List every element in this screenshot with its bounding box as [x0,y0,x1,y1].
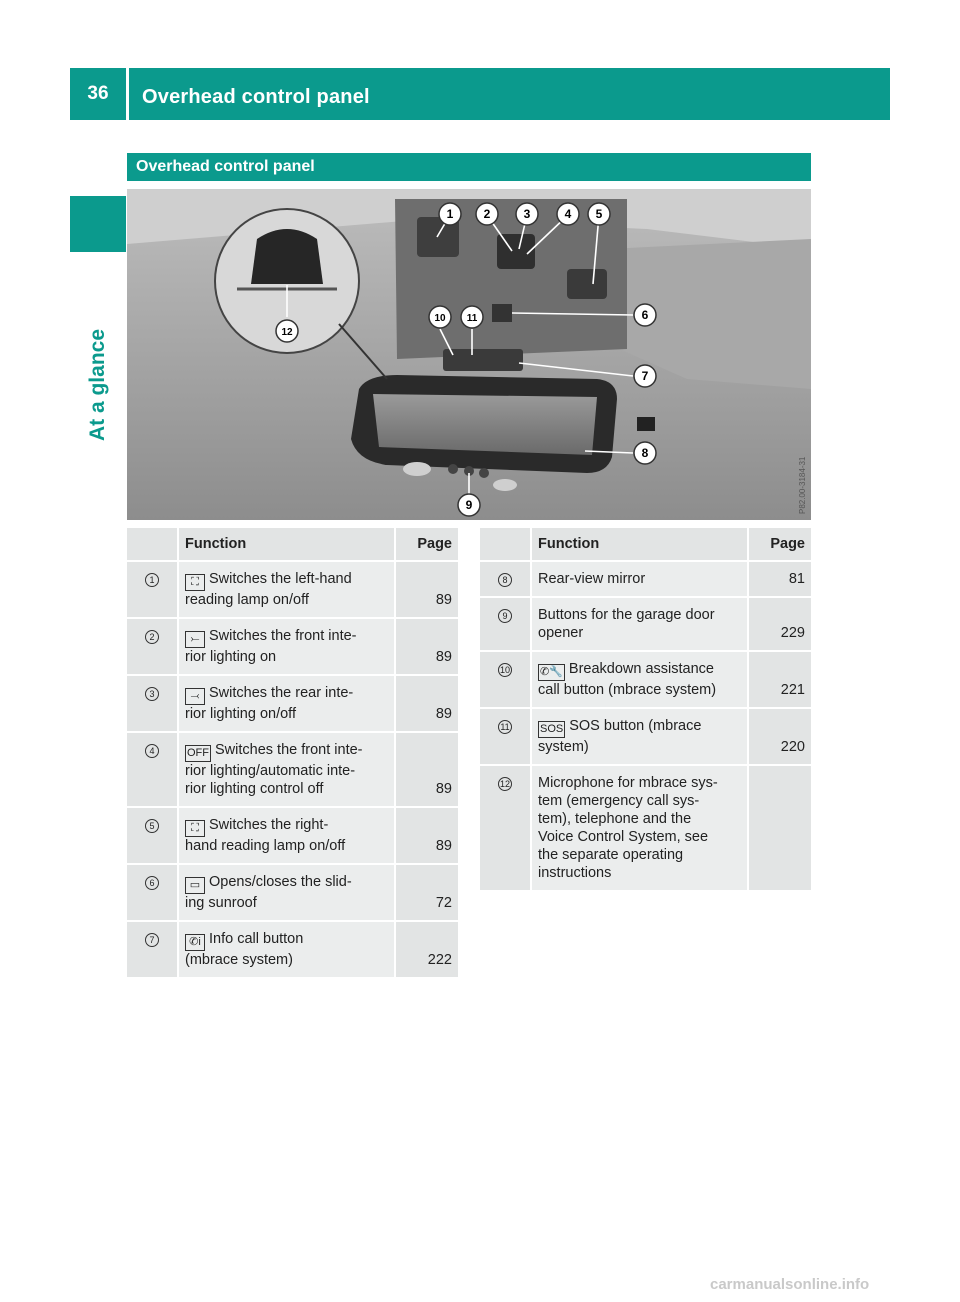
svg-text:8: 8 [641,446,649,460]
function-text-line: Microphone for mbrace sys- [538,775,718,791]
function-text-line: Rear-view mirror [538,571,646,587]
row-page: 89 [396,676,458,733]
callout-number: 2 [145,630,159,644]
table-row [127,619,458,676]
row-number [127,922,179,979]
function-text-line: instructions [538,865,612,881]
function-symbol-icon: ✆i [185,934,205,951]
callout-10 [429,306,451,328]
svg-text:6: 6 [641,308,649,322]
svg-text:1: 1 [446,207,454,221]
callout-number: 1 [145,573,159,587]
function-symbol-icon: ⛶ [185,820,205,837]
function-text-line: rior lighting/automatic inte- [185,763,356,779]
function-symbol-icon: OFF [185,745,211,762]
col-num-header [127,528,179,562]
table-row [480,652,811,709]
svg-text:7: 7 [641,369,649,383]
col-page-header: Page [396,528,458,562]
row-number [127,562,179,619]
function-text-line: Breakdown assistance [568,661,714,677]
row-function [179,733,396,808]
function-table-right [480,528,811,892]
table-row [480,766,811,892]
row-function [532,766,749,892]
callout-number: 3 [145,687,159,701]
col-page-header: Page [749,528,811,562]
function-text-line: rior lighting control off [185,781,324,797]
function-text-line: Switches the front inte- [215,742,363,758]
function-symbol-icon: ✆🔧 [538,664,565,681]
function-symbol-icon: ⤚ [185,631,205,648]
function-text-line: (mbrace system) [185,952,293,968]
svg-text:4: 4 [564,207,572,221]
callout-7 [634,365,656,387]
callout-number: 9 [498,609,512,623]
function-text-line: system) [538,739,589,755]
row-function [179,676,396,733]
svg-text:3: 3 [523,207,531,221]
callout-number: 5 [145,819,159,833]
callout-12 [276,320,298,342]
function-text-line: reading lamp on/off [185,592,309,608]
figure-code: P82.00-3184-31 [798,456,807,514]
table-row [127,808,458,865]
col-function-header: Function [179,528,396,562]
row-number [127,619,179,676]
table-row [480,562,811,598]
callout-number: 6 [145,876,159,890]
header-divider [126,68,129,120]
row-page: 222 [396,922,458,979]
callout-8 [634,442,656,464]
callout-number: 12 [499,779,510,789]
callout-number: 7 [145,933,159,947]
function-text-line: Opens/closes the slid- [209,874,352,890]
callout-2 [476,203,498,225]
side-tab-label: At a glance [86,328,109,442]
row-number [127,808,179,865]
callout-number: 11 [498,720,512,734]
function-text-line: tem), telephone and the [538,811,692,827]
callout-number: 10 [499,665,510,675]
row-page: 81 [749,562,811,598]
callout-1 [439,203,461,225]
row-number [480,562,532,598]
function-symbol-icon: ⤙ [185,688,205,705]
row-page: 89 [396,808,458,865]
row-page: 221 [749,652,811,709]
section-title: Overhead control panel [127,153,811,181]
row-number [480,652,532,709]
function-symbol-icon: ▭ [185,877,205,894]
function-table-left [127,528,458,979]
function-symbol-icon: ⛶ [185,574,205,591]
svg-text:5: 5 [595,207,603,221]
side-tab-marker [70,196,126,252]
col-num-header [480,528,532,562]
function-text-line: Switches the left-hand [209,571,352,587]
function-text-line: Info call button [209,931,304,947]
callout-number: 8 [498,573,512,587]
table-row [480,709,811,766]
svg-text:12: 12 [281,327,293,338]
row-page: 72 [396,865,458,922]
footer-watermark: carmanualsonline.info [710,1276,870,1293]
row-number [480,709,532,766]
table-row [127,922,458,979]
row-page: 220 [749,709,811,766]
function-text-line: opener [538,625,584,641]
table-row [127,865,458,922]
row-page: 89 [396,619,458,676]
row-function [532,709,749,766]
function-text-line: the separate operating [538,847,684,863]
function-text-line: Voice Control System, see [538,829,709,845]
svg-text:10: 10 [434,313,446,324]
svg-text:9: 9 [465,498,473,512]
row-number [127,865,179,922]
function-text-line: ing sunroof [185,895,257,911]
row-page: 229 [749,598,811,652]
row-page: 89 [396,562,458,619]
row-function [179,619,396,676]
function-text-line: rior lighting on/off [185,706,296,722]
function-symbol-icon: SOS [538,721,565,738]
col-function-header: Function [532,528,749,562]
row-function [179,808,396,865]
function-text-line: hand reading lamp on/off [185,838,346,854]
row-page: 89 [396,733,458,808]
row-function [532,598,749,652]
callout-9 [458,494,480,516]
function-text-line: call button (mbrace system) [538,682,717,698]
page-number: 36 [87,83,109,104]
row-number [480,598,532,652]
row-function [179,562,396,619]
table-row [127,562,458,619]
function-text-line: Buttons for the garage door [538,607,715,623]
table-row [127,733,458,808]
svg-text:2: 2 [483,207,491,221]
row-function [179,922,396,979]
callout-4 [557,203,579,225]
row-function [532,562,749,598]
callout-number: 4 [145,744,159,758]
function-text-line: Switches the rear inte- [209,685,354,701]
callout-3 [516,203,538,225]
row-number [127,733,179,808]
row-number [127,676,179,733]
function-text-line: tem (emergency call sys- [538,793,700,809]
function-text-line: Switches the front inte- [209,628,357,644]
table-row [480,598,811,652]
svg-text:11: 11 [466,313,478,324]
function-text-line: Switches the right- [209,817,329,833]
page-title: Overhead control panel [142,86,370,108]
row-function [179,865,396,922]
row-page [749,766,811,892]
callout-11 [461,306,483,328]
callout-6 [634,304,656,326]
function-text-line: rior lighting on [185,649,277,665]
row-number [480,766,532,892]
callout-5 [588,203,610,225]
function-text-line: SOS button (mbrace [569,718,702,734]
overhead-panel-figure [127,189,811,520]
row-function [532,652,749,709]
table-row [127,676,458,733]
